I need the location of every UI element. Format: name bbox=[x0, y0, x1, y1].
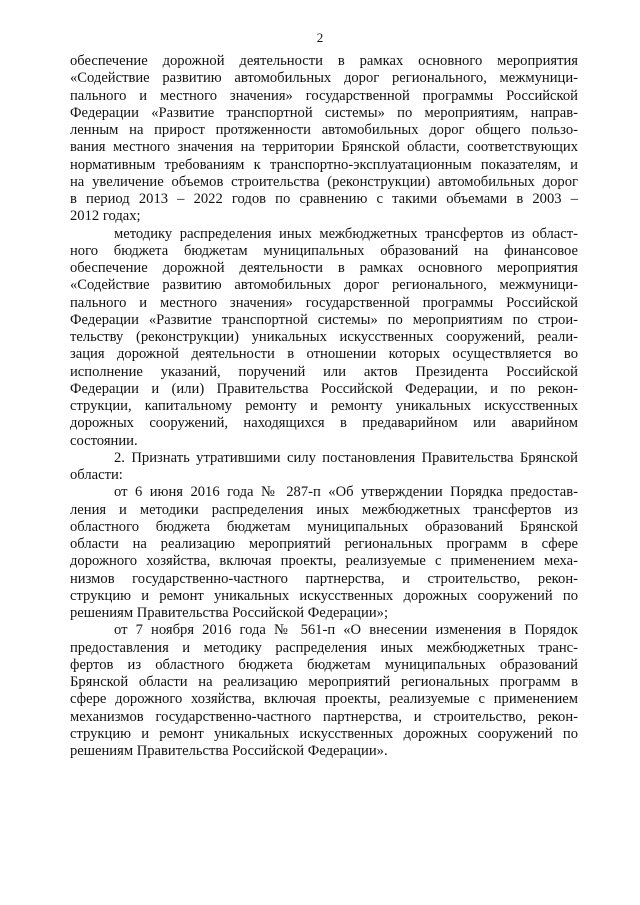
text-line: Федерации «Развитие транспортной системы» по мероприятиям, направ- bbox=[70, 104, 578, 121]
text-line: тельству (реконструкции) уникальных искусственных сооружений, реали- bbox=[70, 329, 578, 345]
text-line: на увеличение объемов строительства (реконструкции) автомобильных дорог bbox=[70, 173, 578, 190]
text-line: обеспечение дорожной деятельности в рамках основного мероприятия bbox=[70, 53, 578, 69]
text-line: Брянской области на реализацию мероприятий региональных программ в bbox=[70, 674, 578, 690]
text-line: «Содействие развитию автомобильных дорог регионального, межмуници- bbox=[70, 277, 578, 294]
text-line: предоставления и методику распределения иных межбюджетных транс- bbox=[70, 639, 578, 656]
text-line: в период 2013 – 2022 годов по сравнению с такими объемами в 2003 – bbox=[70, 191, 578, 207]
text-line: 2012 годах; bbox=[70, 208, 141, 225]
text-line: струкцию и ремонт уникальных искусственных дорожных сооружений по bbox=[70, 725, 578, 742]
text-line: области: bbox=[70, 467, 123, 483]
text-line: от 7 ноября 2016 года № 561-п «О внесении изменения в Порядок bbox=[114, 622, 578, 639]
text-line: ления и методики распределения иных межбюджетных трансфертов из bbox=[70, 501, 578, 518]
text-line: пального и местного значения» государственной программы Российской bbox=[70, 294, 578, 311]
text-line: пального и местного значения» государственной программы Российской bbox=[70, 87, 578, 104]
paragraph bbox=[70, 484, 578, 622]
text-line: исполнение указаний, поручений или актов Президента Российской bbox=[70, 363, 578, 380]
text-line: зация дорожной деятельности в отношении которых осуществляется во bbox=[70, 346, 578, 363]
text-line: решениям Правительства Российской Федерации»; bbox=[70, 605, 389, 621]
text-line: Федерации «Развитие транспортной системы» по мероприятиям по строи- bbox=[70, 311, 578, 328]
paragraph bbox=[70, 226, 578, 450]
text-line: Федерации и (или) Правительства Российской Федерации, и по рекон- bbox=[70, 380, 578, 397]
text-line: методику распределения иных межбюджетных трансфертов из област- bbox=[114, 225, 578, 242]
paragraph bbox=[70, 53, 578, 226]
page-number: 2 bbox=[316, 30, 324, 45]
text-line: вания местного значения на территории Брянской области, соответствующих bbox=[70, 139, 578, 156]
text-line: струкцию и ремонт уникальных искусственных дорожных сооружений по bbox=[70, 587, 578, 604]
text-line: областного бюджета бюджетам муниципальных образований Брянской bbox=[70, 518, 578, 535]
text-line: от 6 июня 2016 года № 287-п «Об утверждении Порядка предостав- bbox=[114, 484, 578, 501]
paragraph bbox=[70, 622, 578, 760]
text-line: механизмов государственно-частного партнерства, и строительство, рекон- bbox=[70, 708, 578, 725]
text-line: фертов из областного бюджета бюджетам муниципальных образований bbox=[70, 656, 578, 673]
paragraph bbox=[70, 450, 578, 485]
text-line: обеспечение дорожной деятельности в рамках основного мероприятия bbox=[70, 260, 578, 276]
text-line: дорожного хозяйства, включая проекты, реализуемые с применением меха- bbox=[70, 553, 578, 570]
text-line: ленным на прирост протяженности автомобильных дорог общего пользо- bbox=[70, 122, 578, 138]
text-line: сфере дорожного хозяйства, включая проекты, реализуемые с применением bbox=[70, 691, 578, 708]
text-line: ного бюджета бюджетам муниципальных образований на финансовое bbox=[70, 242, 578, 259]
text-line: 2. Признать утратившими силу постановления Правительства Брянской bbox=[114, 449, 578, 466]
text-line: области на реализацию мероприятий региональных программ в сфере bbox=[70, 536, 578, 552]
text-line: решениям Правительства Российской Федерации». bbox=[70, 743, 388, 759]
text-line: состоянии. bbox=[70, 432, 138, 449]
text-line: дорожных сооружений, находящихся в предаварийном или аварийном bbox=[70, 415, 578, 432]
text-line: струкции, капитальному ремонту и ремонту уникальных искусственных bbox=[70, 398, 578, 414]
text-line: «Содействие развитию автомобильных дорог регионального, межмуници- bbox=[70, 70, 578, 87]
text-line: нормативным требованиям к транспортно-эксплуатационным показателям, и bbox=[70, 156, 578, 173]
text-line: низмов государственно-частного партнерства, и строительство, рекон- bbox=[70, 570, 578, 587]
document-body bbox=[70, 53, 578, 760]
